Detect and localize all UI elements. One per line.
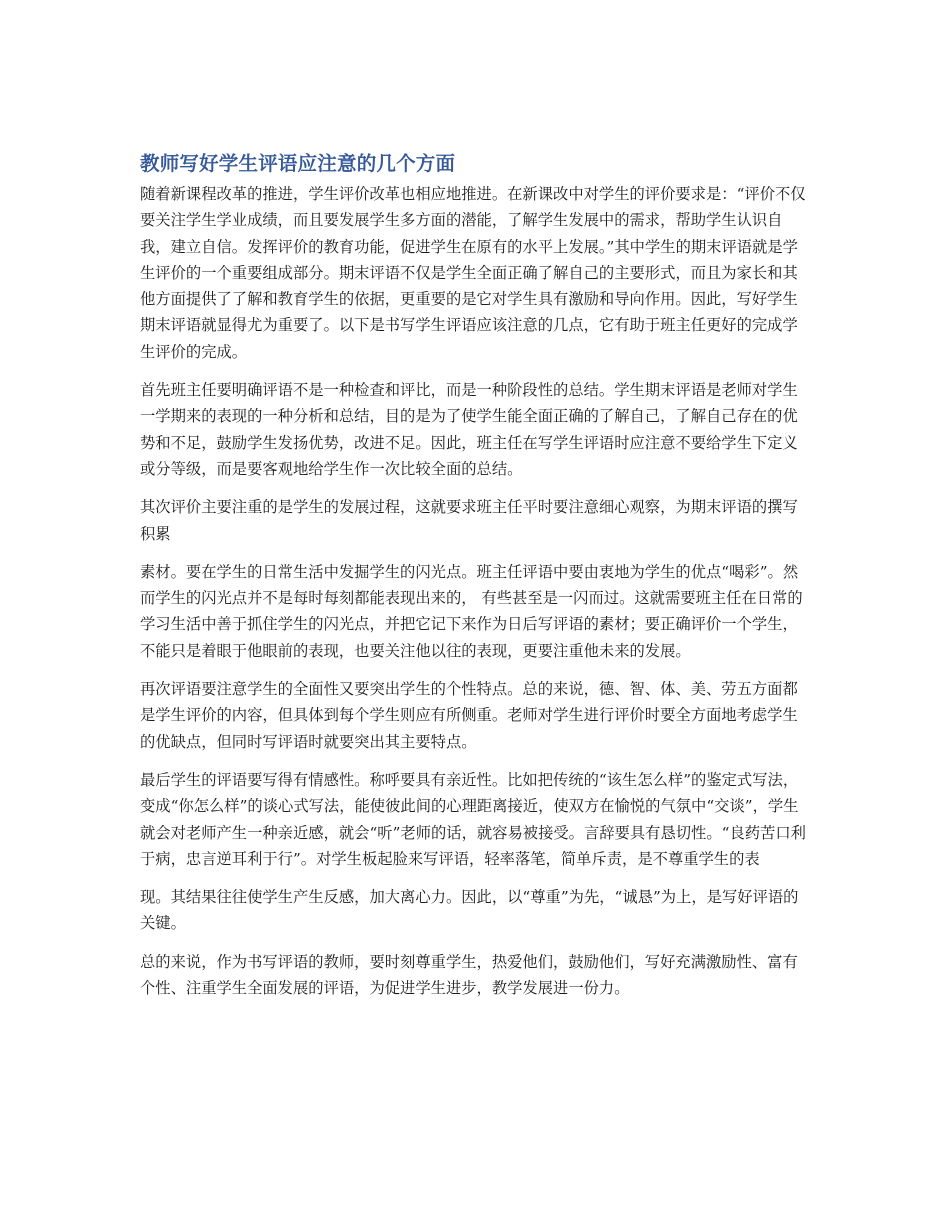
paragraph-second-point-continued: 素材。要在学生的日常生活中发掘学生的闪光点。班主任评语中要由衷地为学生的优点“喝彩”。然而学生的闪光点并不是每时每刻都能表现出来的， 有些甚至是一闪而过。这就需要班主任在日常的学习生活中善于抓住学生的闪光点，并把它记下来作为日后写评语的素材；要正确评价一个学生，不能只是着眼于他眼前的表现，也要关注他以往的表现，更要注重他未来的发展。 xyxy=(140,562,803,660)
paragraph-third-point: 再次评语要注意学生的全面性又要突出学生的个性特点。总的来说，德、智、体、美、劳五方面都是学生评价的内容，但具体到每个学生则应有所侧重。老师对学生进行评价时要全方面地考虑学生的优缺点，但同时写评语时就要突出其主要特点。 xyxy=(140,680,798,751)
paragraph-fourth-point: 最后学生的评语要写得有情感性。称呼要具有亲近性。比如把传统的“该生怎么样”的鉴定式写法，变成“你怎么样”的谈心式写法，能使彼此间的心理距离接近，使双方在愉悦的气氛中“交谈”，学生就会对老师产生一种亲近感，就会“听”老师的话，就容易被接受。言辞要具有恳切性。“良药苦口利于病，忠言逆耳利于行”。对学生板起脸来写评语，轻率落笔，简单斥责，是不尊重学生的表 xyxy=(140,770,806,868)
paragraph-fourth-point-continued: 现。其结果往往使学生产生反感，加大离心力。因此，以“尊重”为先，“诚恳”为上，是写好评语的关键。 xyxy=(140,888,799,933)
paragraph-first-point: 首先班主任要明确评语不是一种检查和评比，而是一种阶段性的总结。学生期末评语是老师对学生一学期来的表现的一种分析和总结，目的是为了使学生能全面正确的了解自己，了解自己存在的优势和不足，鼓励学生发扬优势，改进不足。因此，班主任在写学生评语时应注意不要给学生下定义或分等级，而是要客观地给学生作一次比较全面的总结。 xyxy=(140,381,798,478)
document-page xyxy=(140,150,810,1013)
paragraph-conclusion: 总的来说，作为书写评语的教师，要时刻尊重学生，热爱他们，鼓励他们，写好充满激励性、富有个性、注重学生全面发展的评语，为促进学生进步，教学发展进一份力。 xyxy=(140,952,798,998)
document-title: 教师写好学生评语应注意的几个方面 xyxy=(140,152,456,175)
paragraph-intro: 随着新课程改革的推进，学生评价改革也相应地推进。在新课改中对学生的评价要求是：“评价不仅要关注学生学业成绩，而且要发展学生多方面的潜能，了解学生发展中的需求，帮助学生认识自我，建立自信。发挥评价的教育功能，促进学生在原有的水平上发展。”其中学生的期末评语就是学生评价的一个重要组成部分。期末评语不仅是学生全面正确了解自己的主要形式，而且为家长和其他方面提供了了解和教育学生的依据，更重要的是它对学生具有激励和导向作用。因此，写好学生期末评语就显得尤为重要了。以下是书写学生评语应该注意的几点，它有助于班主任更好的完成学生评价的完成。 xyxy=(140,185,806,361)
paragraph-second-point: 其次评价主要注重的是学生的发展过程，这就要求班主任平时要注意细心观察，为期末评语的撰写积累 xyxy=(140,498,798,543)
